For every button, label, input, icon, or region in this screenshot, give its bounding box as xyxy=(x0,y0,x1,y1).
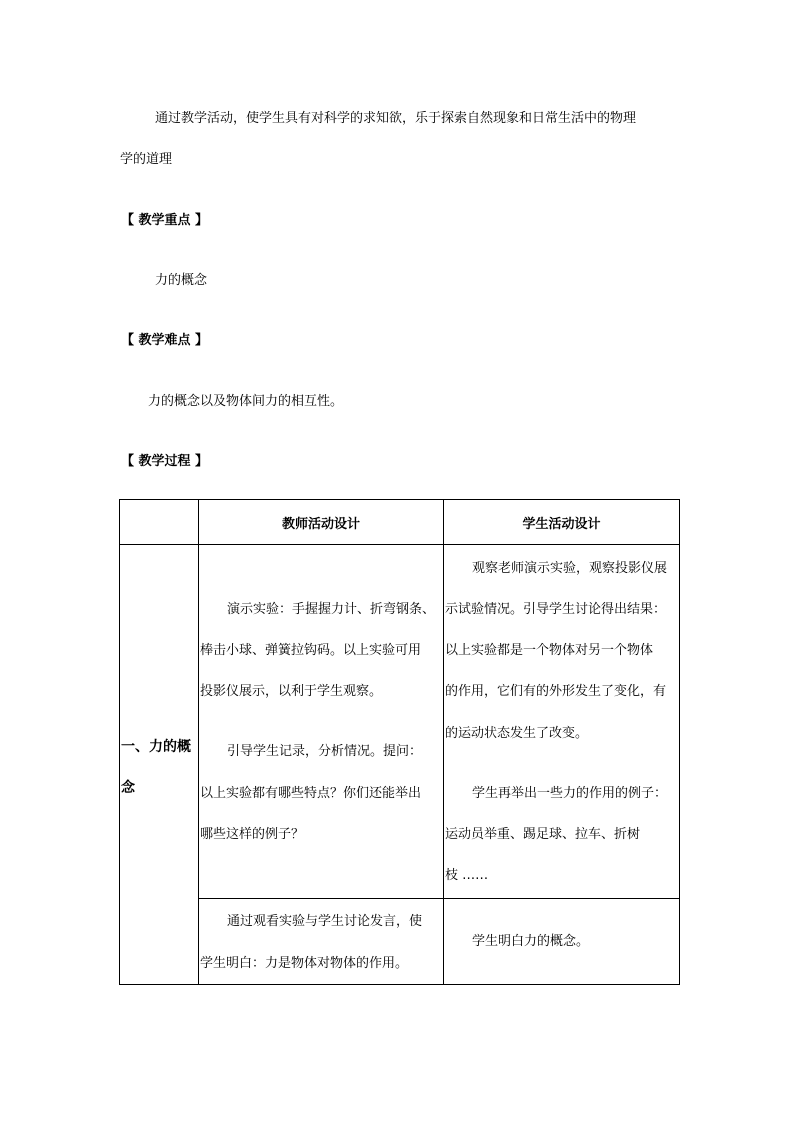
student-text: 观察老师演示实验，观察投影仪展 xyxy=(472,561,668,576)
student-text: 的运动状态发生了改变。 xyxy=(445,726,589,741)
student-text: 以上实验都是一个物体对另一个物体 xyxy=(445,643,654,658)
teacher-text: 引导学生记录，分析情况。提问： xyxy=(227,744,423,759)
difficulties-heading: 【 教学难点 】 xyxy=(121,333,209,348)
process-heading: 【 教学过程 】 xyxy=(121,454,209,469)
student-text: 学生明白力的概念。 xyxy=(472,934,590,949)
student-text: 示试验情况。引导学生讨论得出结果： xyxy=(445,602,667,617)
header-empty-cell xyxy=(120,500,199,545)
student-text: 学生再举出一些力的作用的例子： xyxy=(472,786,668,801)
teacher-text: 以上实验都有哪些特点？你们还能举出 xyxy=(200,786,422,801)
section-label-line-2: 念 xyxy=(121,780,135,796)
key-points-heading: 【 教学重点 】 xyxy=(121,213,209,228)
teacher-text: 投影仪展示，以利于学生观察。 xyxy=(200,684,383,699)
key-points-text: 力的概念 xyxy=(155,273,208,288)
teacher-text: 学生明白：力是物体对物体的作用。 xyxy=(200,956,409,971)
student-cell-concept xyxy=(444,545,680,899)
teacher-text: 哪些这样的例子？ xyxy=(200,827,305,842)
teacher-cell-concept xyxy=(199,545,444,899)
table-row xyxy=(120,545,680,899)
header-student-activity: 学生活动设计 xyxy=(444,500,680,545)
lesson-table xyxy=(119,499,680,985)
student-cell-summary xyxy=(444,899,680,985)
table-row xyxy=(120,899,680,985)
student-text: 枝 …… xyxy=(445,868,489,883)
student-text: 运动员举重、踢足球、拉车、折树 xyxy=(445,827,641,842)
section-label-line-1: 一、力的概 xyxy=(121,739,191,755)
difficulties-text: 力的概念以及物体间力的相互性。 xyxy=(148,394,344,409)
teacher-cell-summary xyxy=(199,899,444,985)
intro-line-1: 通过教学活动，使学生具有对科学的求知欲，乐于探索自然现象和日常生活中的物理 xyxy=(155,111,637,126)
table-header-row xyxy=(120,500,680,545)
section-label-cell xyxy=(120,545,199,985)
teacher-text: 演示实验：手握握力计、折弯钢条、 xyxy=(227,602,436,617)
teacher-text: 棒击小球、弹簧拉钩码。以上实验可用 xyxy=(200,643,422,658)
intro-line-2: 学的道理 xyxy=(120,152,173,167)
student-text: 的作用，它们有的外形发生了变化，有 xyxy=(445,684,667,699)
header-teacher-activity: 教师活动设计 xyxy=(199,500,444,545)
teacher-text: 通过观看实验与学生讨论发言，使 xyxy=(227,914,423,929)
